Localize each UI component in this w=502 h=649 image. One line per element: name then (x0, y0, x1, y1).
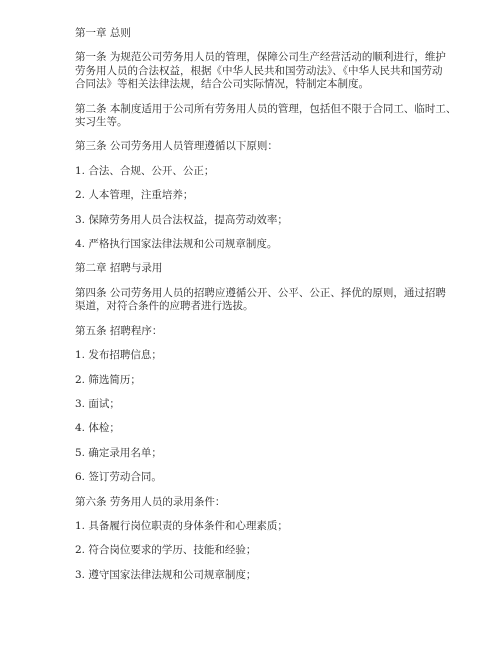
paragraph (75, 165, 445, 178)
paragraph (75, 520, 445, 533)
text-line: 渠道，对符合条件的应聘者进行选拔。 (75, 300, 254, 313)
document-body (75, 27, 457, 593)
text-line: 1. 合法、合规、公开、公正； (75, 164, 215, 177)
paragraph (75, 422, 445, 435)
text-line: 第一章 总则 (75, 27, 131, 39)
paragraph (75, 238, 445, 251)
text-line: 2. 符合岗位要求的学历、技能和经验； (75, 544, 257, 557)
paragraph (75, 398, 445, 411)
paragraph (75, 325, 445, 338)
paragraph (75, 214, 445, 227)
paragraph (75, 447, 445, 460)
paragraph (75, 262, 445, 275)
paragraph (75, 102, 457, 130)
text-line: 2. 筛选简历； (75, 373, 141, 386)
text-line: 4. 严格执行国家法律法规和公司规章制度。 (75, 238, 278, 251)
text-line: 第一条 为规范公司劳务用人员的管理，保障公司生产经营活动的顺利进行，维护 (75, 51, 446, 64)
paragraph (75, 140, 445, 153)
text-line: 第六条 劳务用人员的录用条件： (75, 495, 226, 508)
paragraph (75, 471, 445, 484)
text-line: 劳务用人员的合法权益，根据《中华人民共和国劳动法》、《中华人民共和国劳动 (75, 64, 443, 77)
text-line: 第二章 招聘与录用 (75, 262, 163, 275)
paragraph (75, 569, 445, 582)
paragraph (75, 27, 445, 40)
text-line: 3. 遵守国家法律法规和公司规章制度； (75, 568, 257, 581)
text-line: 第五条 招聘程序： (75, 324, 163, 337)
text-line: 5. 确定录用名单； (75, 446, 162, 459)
text-line: 第四条 公司劳务用人员的招聘应遵循公开、公平、公正、择优的原则，通过招聘 (75, 286, 446, 299)
paragraph (75, 51, 445, 91)
text-line: 3. 面试； (75, 397, 120, 410)
text-line: 6. 签订劳动合同。 (75, 471, 162, 484)
text-line: 第三条 公司劳务用人员管理遵循以下原则： (75, 140, 278, 153)
text-line: 1. 具备履行岗位职责的身体条件和心理素质； (75, 519, 288, 532)
text-line: 实习生等。 (75, 116, 128, 129)
text-line: 3. 保障劳务用人员合法权益，提高劳动效率； (75, 213, 288, 226)
paragraph (75, 287, 445, 314)
paragraph (75, 374, 445, 387)
paragraph (75, 189, 445, 202)
text-line: 4. 体检； (75, 422, 120, 435)
paragraph (75, 544, 445, 557)
paragraph (75, 349, 445, 362)
text-line: 1. 发布招聘信息； (75, 349, 162, 362)
text-line: 合同法》等相关法律法规，结合公司实际情况，特制定本制度。 (75, 78, 369, 91)
text-line: 2. 人本管理，注重培养； (75, 189, 194, 202)
paragraph (75, 496, 445, 509)
text-line: 第二条 本制度适用于公司所有劳务用人员的管理，包括但不限于合同工、临时工、 (75, 102, 457, 115)
